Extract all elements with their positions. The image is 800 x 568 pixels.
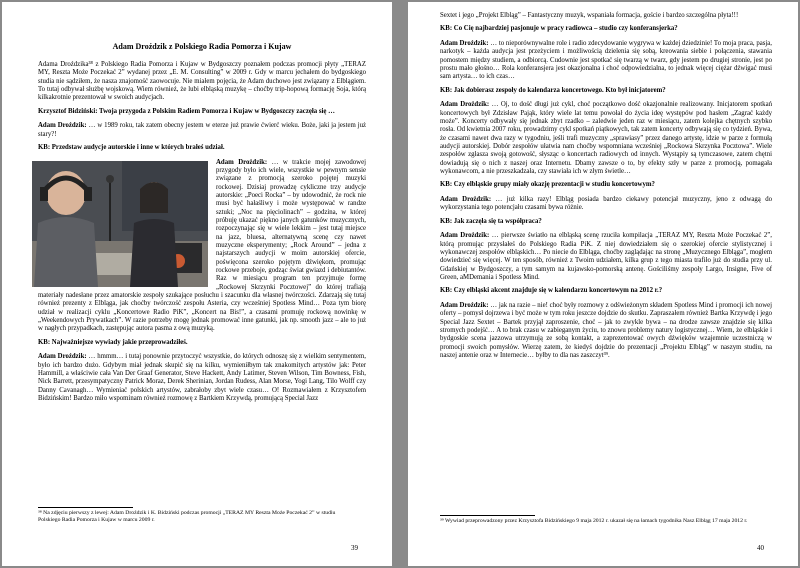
speaker-label: Adam Droździk: [440,232,490,240]
answer-2-text: … Oj, to dość długi już cykl, choć początkowo dość okazjonalnie realizowany. Inicjatorem spotkań koncertowych był Zdzisław Pająk, który wiele lat temu powołał do życia ideę występów pod hasłem „Zagrać każdy może”. Koncerty odbywały się jednak zbyt rzadko – zaledwie jeden raz w miesiącu, zatem kolejka chętnych szybko rosła. Od kwietnia 2007 roku, prowadzimy cykl spotkań piątkowych, tak zatem koncerty odbywają się co tydzień. Bywa, że czasami nawet dwa razy w tygodniu, jeśli trafi muzyczny „sprawiasy” przez danego artystę, idzie w parze z formułą audycji autorskiej. Dobór zespołów ułatwia nam choćby wspomniana wcześniej „Rockowa Skrzynka Pocztowa”. Wiele zespołów zgłasza swoją gotowość, słysząc o koncertach radiowych od innych. Wystąpiy są tymczasowe, zatem chętni dowiadują się o nich z naszej oraz Internetu. Dbamy zawsze o to, by efekty szły w parze z promocją, pomagała wykonawcom, a nie przeszkadzała, czy stawiała ich w złym świetle… [440,101,772,175]
speaker-label: Adam Droździk: [440,101,490,109]
footnote-rule [38,507,133,508]
answer-3-text: … hmmm… i tutaj ponownie przytoczyć wszystkie, do których odnoszę się z wielkim sentymentem, było ich bardzo dużo. Gdybym miał jednak skupić się na kilku, wymieniłbym tak znakomitych artystów jak: Peter Hammill, a właściwie cała Van Der Graaf Generator, Steve Hackett, Andy Latimer, Steven Wilson, Tim Bowness, Fish, Nick Barrett, przesympatyczny Patrick Moraz, Derek Sherinian, Jordan Rudess, Alan Morse, Yogi Lang, Tilo Wolff czy Danny Cavanagh… Wymieniać polskich artystów, zabrałoby zbyt wiele czasu… O! Rozmawiałem z Krzysztofem Bidzińskim! Bardzo miło wspominam również rozmowę z Bartkiem Krzywdą, promującą Special Jazz [38,353,366,403]
speaker-label: Adam Droździk: [440,39,489,47]
question-5: KB: Czy elbląski akcent znajduje się w kalendarzu koncertowym na 2012 r.? [440,287,663,295]
speaker-label: Adam Droździk: [38,353,87,361]
footnote-rule [440,515,535,516]
answer-3 [440,196,772,213]
answer-2-text: … w trakcie mojej zawodowej przygody było ich wiele, wszystkie w pewnym sensie związane z promocją szeroko pojętej muzyki rockowej. Dzisiaj prowadzę cykliczne trzy audycje autorskie: „Poeci Rocka” – by udowodnić, że rock nie musi być hałaśliwy i może występować w randze sztuki; „Noc na pięciolinach” – godzina, w której próbuję ukazać piękno janych gatunków muzycznych, rozpoczynając się w wiele lekkim – jest tutaj miejsce na jazz, bluesa, alternatywną scenę czy nawet muzyczne eksperymenty; „Rock Around” – jedna z najstarszych audycji w moim autorskiej ofercie, poświęcona szeroko pojętym dźwiękom, promując rockowe przeboje, godząc świat gwiazd i debiutantów. Raz w miesiącu program ten przyjmuje formę „Rockowej Skrzynki Pocztowej” do której trafiają materiały nadesłane przez amatorskie zespoły szukające posłuchu i szacunku dla własnej twórczości. Zdarzają się tutaj również prezenty z Elbląga, jak choćby twórczość zespołu Asteria, czy wcześniej Spotless Mind… Poza tym biorę udział w realizacji cyklu „Koncertowe Radio PiK”, „Koncert na Bis!”, a czasami promuję rockową nowinkę w „Weekendowych Prywatkach”. W razie potrzeby mogę jednak promować inne gatunki, jak np. smooth jazz – ale to już w nagłych przypadkach, zastępując autora pasma z ową muzyką. [38,158,366,333]
question-2: KB: Przedstaw audycje autorskie i inne w których brałeś udział. [38,144,225,151]
page-number: 39 [351,544,358,552]
studio-photo-image [32,161,208,287]
answer-1-text: … w 1989 roku, tak zatem obecny jestem w eterze już prawie ćwierć wieku. Boże, jaki ja jestem już stary?! [38,122,367,138]
answer-3 [38,353,366,403]
speaker-label: Adam Droździk: [38,122,87,130]
speaker-label: Adam Droździk: [216,158,268,166]
answer-4 [440,232,772,282]
page-right [408,2,798,566]
answer-1-text: … to nieporównywalne role i radio zdecydowanie wygrywa w każdej dziedzinie! To moja praca, pasja, narkotyk – każda audycja jest przeżyciem i możliwością dzielenia się sobą, kreowania siebie i połączenia, stawania pomostem między studiem, a odbiorcą. Cudownie jest spotkać się twarzą w twarz, gdy jestem po drugiej stronie, jest po prostu mało głośno… Rola konferansjera jest okazjonalna i choć odpowiedzialna, to jednak więcej ciężar dźwigać musi sam artysta… to ich czas… [440,39,772,81]
answer-4-text: … pierwsze światło na elbląską scenę rzuciła kompilacja „TERAZ MY, Reszta Może Poczekać 2”, którą promując przysłałeś do Polskiego Radia PiK. Z niej dowiedziałem się o szerokiej ofercie stylistycznej i wykonawczej zespołów elbląskich… Po niecie do Elbląga, choćby zaglądając na stronę „Muzycznego Elbląga”, mogłem dowiedzieć się więcej. W ten sposób, również z Twoim udziałem, kilka grup z tego miasta trafiło już do studia przy ul. Gdańskiej w Bydgoszczy, a tym samym na kujawsko-pomorską antenę. Gościliśmy zespoły Largo, Insigne, Five of Green, aMDemania i Spotless Mind. [440,232,772,281]
question-3: KB: Najważniejsze wywiady jakie przeprowadziłeś. [38,338,188,346]
studio-photo [32,161,208,287]
intro-paragraph: Adama Droździka³⁸ z Polskiego Radia Pomorza i Kujaw w Bydgoszczy poznałem podczas promocji płyty „TERAZ MY, Reszta Może Poczekać 2” wydanej przez „E. M. Consulting” w 2009 r. Gdy w marcu jechałem do bydgoskiego studia nie sądziłem, że nasza znajomość zaowocuje. Nie miałem pojęcia, że Adam duchowo jest związany z Elblągiem. To tutaj odbywał służbę wojskową. Wiem również, że lubi elbląską muzykę – choćby trip-hopową formację Soja, którą kilkakrotnie prezentował w swoich audycjach. [38,61,366,102]
speaker-label: Adam Droździk: [440,195,492,203]
answer-3-text: … już kilka razy! Elbląg posiada bardzo ciekawy potencjał muzyczny, jeno z odwagą do wykorzystania tego potencjału czasami bywa różnie. [440,195,772,212]
question-1: KB: Co Cię najbardziej pasjonuje w pracy radiowca – studio czy konferansjerka? [440,25,678,33]
question-1: Krzysztof Bidziński: Twoja przygoda z Polskim Radiem Pomorza i Kujaw w Bydgoszczy zaczęła się … [38,107,335,115]
answer-5 [440,302,772,360]
question-3: KB: Czy elbląskie grupy miały okazję prezentacji w studiu koncertowym? [440,181,655,189]
article-title: Adam Droździk z Polskiego Radia Pomorza i Kujaw [112,42,292,51]
footnote: ³⁹ Wywiad przeprowadzony przez Krzysztofa Bidzińskiego 9 maja 2012 r. ukazał się na łamach tygodnika Nasz Elbląg 17 maja 2012 r. [440,518,748,524]
footnote: ³⁸ Na zdjęciu pierwszy z lewej: Adam Droździk i K. Bidziński podczas promocji „TERAZ MY Reszta Może Poczekać 2” w studiu Polskiego Radia Pomorza i Kujaw w marcu 2009 r. [38,510,336,523]
speaker-label: Adam Droździk: [440,301,489,309]
page-left [2,2,392,566]
answer-5-text: … jak na razie – nie! choć były rozmowy z odświeżonym składem Spotless Mind i promocji ich nowej oferty – pomysł dojrzewa i być może w tym roku jeszcze dojdzie do skutku. Zapraszałem również Bartka Krzywdę i jego Special Jazz Sextet – Bartek przyjął zaproszenie, choć – jak to zwykle bywa – na drodze zawsze znajdzie się kilka stromych podejść… A to brak czasu w zabieganym życiu, to znowu problemy natury logistycznej… Wiem, że elbląskie i bydgoskie scena jazzowa utrzymują ze sobą kontakt, a zaprezentować owych dźwięków wzajemnie uczestniczą w promocji swoich pomysłów. Wierzę zatem, że kiedyś dojdzie do prezentacji „Projektu Elbląg” w naszym studiu, na naszej antenie oraz w Internecie… byłby to dla nas zaszczyt³⁹. [440,301,773,359]
page-number: 40 [757,544,764,552]
question-4: KB: Jak zaczęła się ta współpraca? [440,217,542,225]
answer-1 [38,122,366,139]
answer-1 [440,40,772,82]
continued-paragraph: Sextet i jego „Projekt Elbląg” – Fantastyczny muzyk, wspaniała formacja, goście i bardzo szczególna płyta!!! [440,12,739,19]
answer-2 [440,101,772,176]
question-2: KB: Jak dobierasz zespoły do kalendarza koncertowego. Kto był inicjatorem? [440,86,666,94]
